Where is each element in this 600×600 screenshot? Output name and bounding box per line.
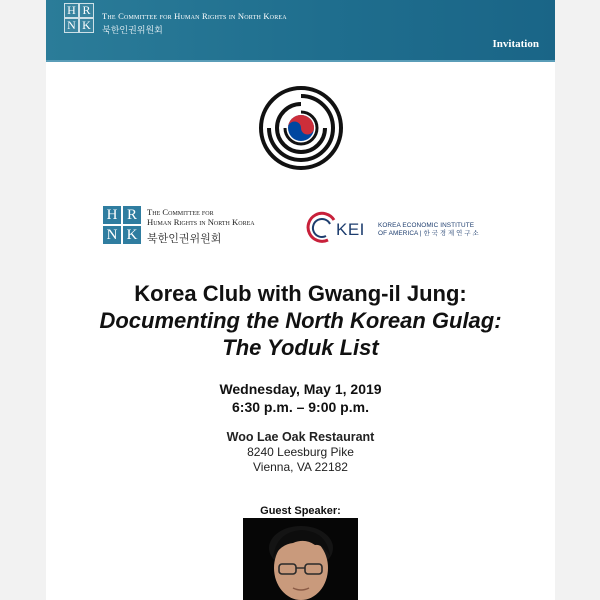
guest-speaker-label: Guest Speaker: — [260, 505, 341, 517]
logo-letter: K — [122, 225, 142, 245]
hrnk-org-line2: Human Rights in North Korea — [147, 217, 255, 227]
logo-letter: H — [64, 3, 79, 18]
kei-name-line2: OF AMERICA | 한 국 경 제 연 구 소 — [378, 230, 479, 237]
banner-org-korean: 북한인권위원회 — [102, 26, 163, 36]
hrnk-org-name — [147, 207, 287, 227]
logo-letter: N — [102, 225, 122, 245]
venue-name: Woo Lae Oak Restaurant — [226, 430, 375, 444]
logo-letter: N — [64, 18, 79, 33]
korea-club-emblem-icon — [259, 86, 343, 170]
event-venue — [46, 430, 555, 475]
event-date: Wednesday, May 1, 2019 — [219, 381, 382, 397]
banner-invitation-label: Invitation — [492, 38, 539, 50]
header-banner — [46, 0, 555, 62]
logo-letter: R — [79, 3, 94, 18]
kei-swoosh-icon — [304, 210, 338, 244]
event-datetime — [46, 380, 555, 416]
logo-letter: R — [122, 205, 142, 225]
venue-address-line1: 8240 Leesburg Pike — [247, 445, 354, 459]
speaker-portrait-icon — [243, 518, 358, 600]
event-title — [46, 280, 555, 361]
hrnk-org-line1: The Committee for — [147, 207, 214, 217]
kei-name-line1: KOREA ECONOMIC INSTITUTE — [378, 222, 475, 229]
hrnk-org-korean: 북한인권위원회 — [147, 232, 222, 245]
logo-letter: H — [102, 205, 122, 225]
hrnk-logo-grid — [102, 205, 142, 245]
event-title-line1: Korea Club with Gwang-il Jung: — [134, 281, 467, 306]
venue-address-line2: Vienna, VA 22182 — [253, 460, 348, 474]
kei-abbr: KEI — [336, 220, 365, 239]
banner-hrnk-logo — [64, 3, 94, 33]
speaker-photo — [243, 518, 358, 600]
banner-org-name: The Committee for Human Rights in North Korea — [102, 11, 287, 21]
kei-name — [378, 222, 498, 238]
logo-letter: K — [79, 18, 94, 33]
invitation-page — [46, 0, 555, 600]
event-title-line2: Documenting the North Korean Gulag: — [99, 308, 502, 333]
event-title-line3: The Yoduk List — [222, 335, 379, 360]
event-time: 6:30 p.m. – 9:00 p.m. — [232, 399, 369, 415]
